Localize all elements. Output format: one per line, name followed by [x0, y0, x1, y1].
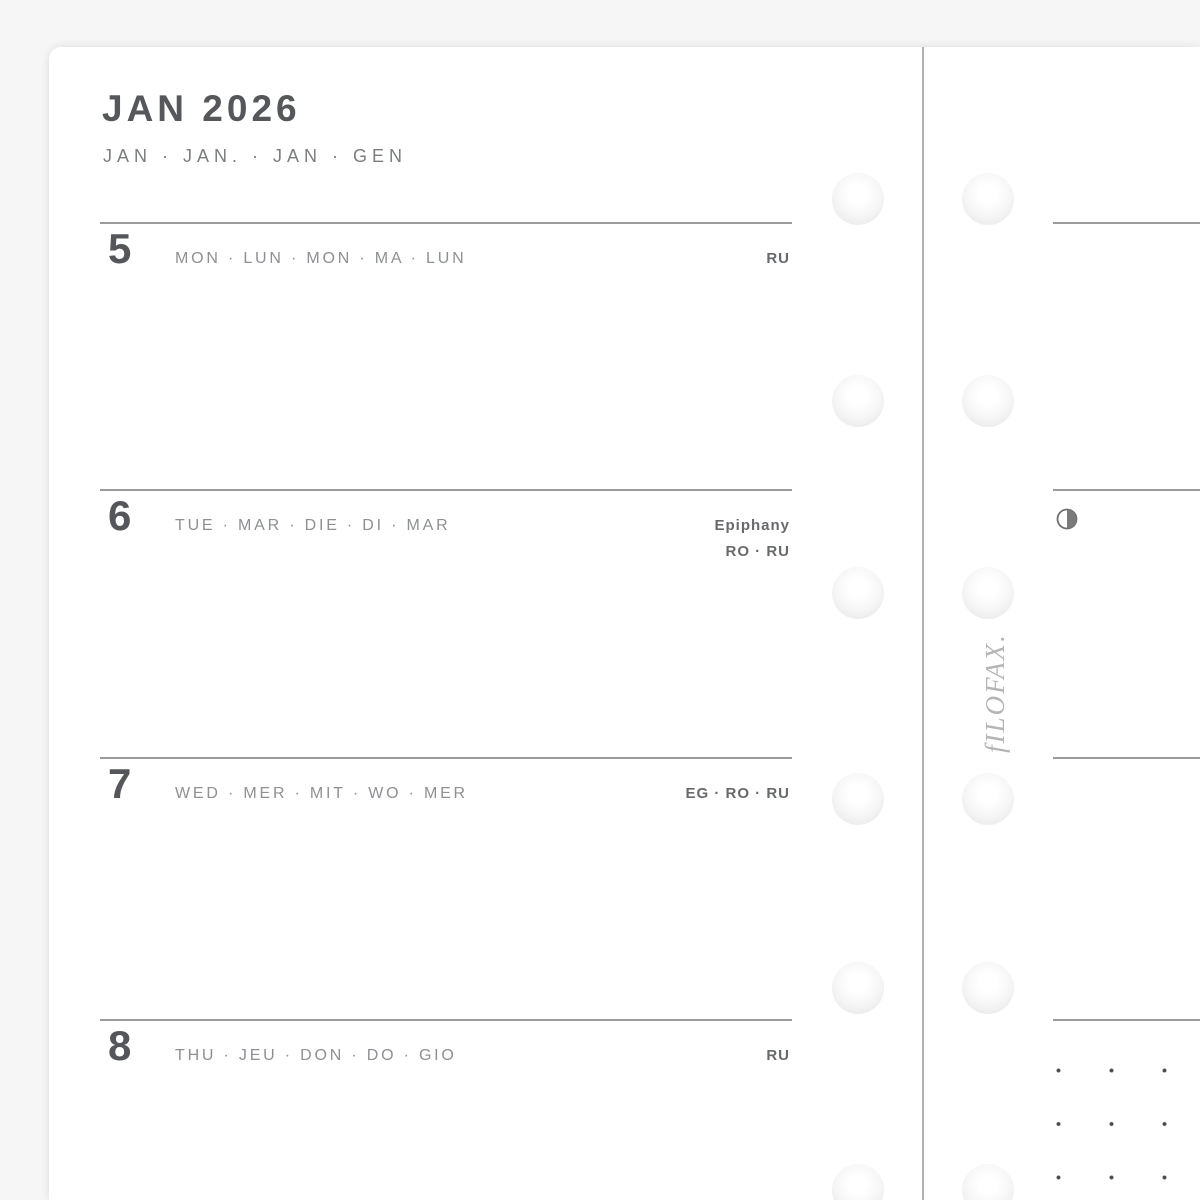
right-page-rule	[1053, 1019, 1200, 1021]
month-title: JAN 2026	[102, 88, 301, 129]
filofax-logo: fILOFAX.	[980, 633, 1010, 753]
event-line: RU	[766, 250, 790, 267]
day-names: WED · MER · MIT · WO · MER	[175, 785, 468, 802]
day-names: THU · JEU · DON · DO · GIO	[175, 1047, 457, 1064]
day-row	[100, 222, 792, 272]
punch-hole	[832, 173, 884, 225]
punch-hole	[962, 773, 1014, 825]
punch-hole	[832, 773, 884, 825]
right-page-rule	[1053, 489, 1200, 491]
punch-hole	[832, 567, 884, 619]
punch-hole	[962, 1164, 1014, 1200]
punch-hole	[832, 1164, 884, 1200]
right-page-rule	[1053, 757, 1200, 759]
first-quarter-moon-icon	[1056, 508, 1078, 530]
day-number: 5	[108, 225, 132, 272]
right-page-rule	[1053, 222, 1200, 224]
punch-hole	[832, 962, 884, 1014]
event-line: Epiphany	[714, 517, 790, 534]
punch-hole	[962, 173, 1014, 225]
punch-hole	[962, 375, 1014, 427]
planner-page	[49, 47, 1200, 1200]
day-number: 6	[108, 492, 132, 539]
event-line: RO · RU	[725, 543, 790, 560]
day-events	[686, 781, 791, 807]
punch-hole	[832, 375, 884, 427]
day-names: MON · LUN · MON · MA · LUN	[175, 250, 467, 267]
day-number: 8	[108, 1022, 132, 1069]
month-subtitle: JAN · JAN. · JAN · GEN	[103, 146, 408, 166]
event-line: RU	[766, 1047, 790, 1064]
day-events	[766, 1043, 790, 1069]
day-events	[714, 513, 790, 565]
day-names: TUE · MAR · DIE · DI · MAR	[175, 517, 451, 534]
page-gutter-line	[922, 47, 924, 1200]
day-events	[766, 246, 790, 272]
dot-grid	[1056, 1068, 1200, 1200]
day-row	[100, 1019, 792, 1069]
day-row	[100, 489, 792, 565]
punch-hole	[962, 962, 1014, 1014]
day-row	[100, 757, 792, 807]
event-line: EG · RO · RU	[685, 785, 790, 802]
day-number: 7	[108, 760, 132, 807]
